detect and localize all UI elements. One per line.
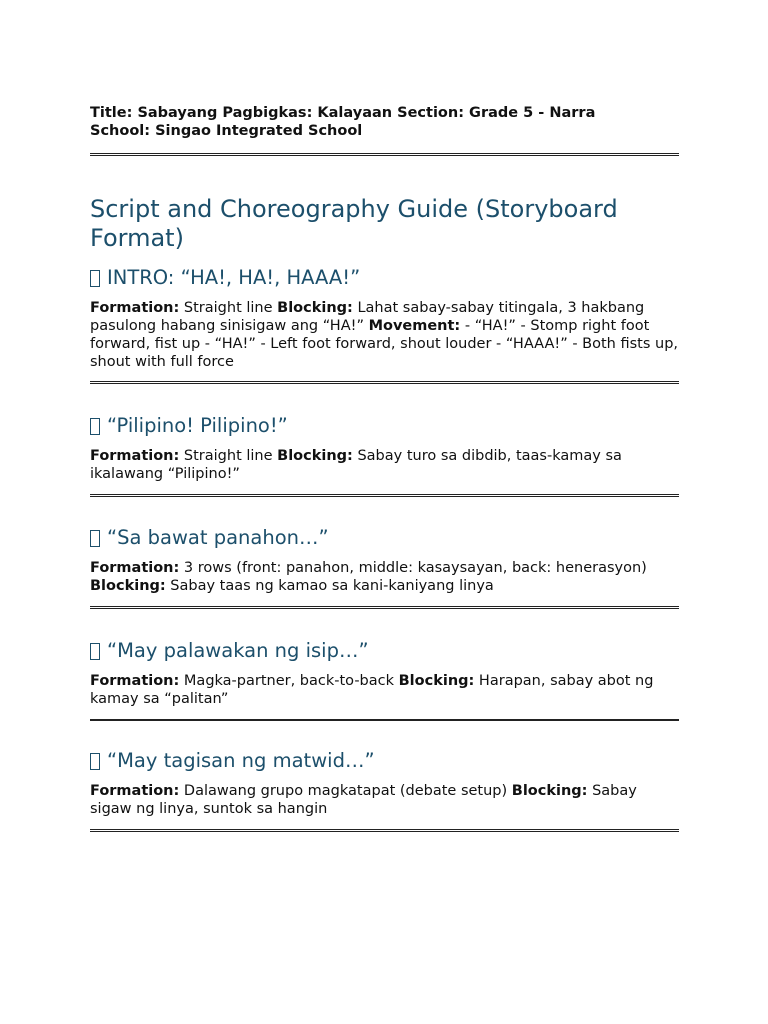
field-text: Straight line <box>179 300 278 316</box>
storyboard-section <box>90 266 683 384</box>
section-body <box>90 559 679 595</box>
field-label: Blocking: <box>90 578 166 594</box>
section-heading-text: “May tagisan ng matwid…” <box>107 749 375 772</box>
document-meta <box>90 104 679 140</box>
field-text: Straight line <box>179 448 278 464</box>
divider <box>90 153 679 156</box>
field-label: Blocking: <box>398 673 475 689</box>
field-label: Blocking: <box>277 448 353 464</box>
field-text: Sabay sigaw ng linya, suntok sa hangin <box>90 783 642 817</box>
field-text: Dalawang grupo magkatapat (debate setup) <box>179 783 512 799</box>
missing-glyph-icon <box>90 753 100 770</box>
storyboard-section <box>90 414 679 497</box>
section-heading-text: INTRO: “HA!, HA!, HAAA!” <box>107 266 361 289</box>
divider <box>90 381 679 384</box>
field-text: Magka-partner, back-to-back <box>179 673 399 689</box>
field-text: - “HA!” - Stomp right foot forward, fist up - “HA!” - Left foot forward, shout louder - “HAAA!” - Both fists up, shout with full force <box>90 318 683 370</box>
missing-glyph-icon <box>90 418 100 435</box>
field-text: Harapan, sabay abot ng kamay sa “palitan” <box>90 673 659 707</box>
sections-container <box>90 266 683 832</box>
section-body <box>90 447 679 483</box>
divider <box>90 494 679 497</box>
field-label: Formation: <box>90 448 180 464</box>
section-heading <box>90 749 679 773</box>
field-label: Formation: <box>90 783 180 799</box>
section-body <box>90 672 679 708</box>
section-body <box>90 782 679 818</box>
field-label: Blocking: <box>277 300 353 316</box>
field-text: Sabay turo sa dibdib, taas-kamay sa ikalawang “Pilipino!” <box>90 448 627 482</box>
missing-glyph-icon <box>90 643 100 660</box>
section-heading <box>90 639 679 663</box>
divider <box>90 606 679 609</box>
section-heading-text: “Pilipino! Pilipino!” <box>107 414 288 437</box>
meta-line-2: School: Singao Integrated School <box>90 123 363 139</box>
field-text: 3 rows (front: panahon, middle: kasaysayan, back: henerasyon) <box>179 560 652 576</box>
section-heading-text: “Sa bawat panahon…” <box>107 526 329 549</box>
storyboard-section <box>90 749 679 832</box>
section-heading-text: “May palawakan ng isip…” <box>107 639 369 662</box>
storyboard-section <box>90 526 679 609</box>
storyboard-section <box>90 639 679 721</box>
section-heading <box>90 526 679 550</box>
field-text: Sabay taas ng kamao sa kani-kaniyang linya <box>165 578 494 594</box>
field-label: Movement: <box>368 318 461 334</box>
divider <box>90 719 679 721</box>
meta-line-1: Title: Sabayang Pagbigkas: Kalayaan Section: Grade 5 - Narra <box>90 105 596 121</box>
missing-glyph-icon <box>90 530 100 547</box>
section-heading <box>90 266 679 290</box>
field-text: Lahat sabay-sabay titingala, 3 hakbang pasulong habang sinisigaw ang “HA!” <box>90 300 649 334</box>
document-content <box>90 104 683 832</box>
missing-glyph-icon <box>90 270 100 287</box>
divider <box>90 829 679 832</box>
document-title: Script and Choreography Guide (Storyboard Format) <box>90 195 618 252</box>
field-label: Formation: <box>90 560 180 576</box>
section-heading <box>90 414 679 438</box>
field-label: Formation: <box>90 673 180 689</box>
field-label: Blocking: <box>511 783 588 799</box>
field-label: Formation: <box>90 300 180 316</box>
section-body <box>90 299 683 371</box>
